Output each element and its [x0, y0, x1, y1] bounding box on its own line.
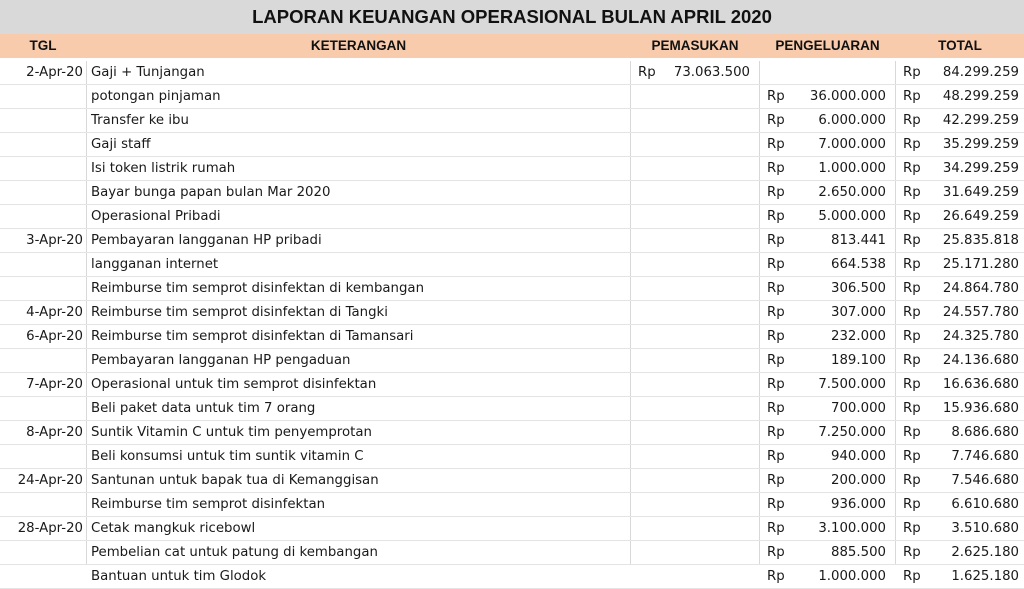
cell-total[interactable]: 8.686.680 [951, 425, 1019, 440]
header-pengeluaran[interactable]: PENGELUARAN [775, 38, 880, 53]
cell-total[interactable]: 1.625.180 [951, 569, 1019, 584]
cell-total[interactable]: 24.325.780 [942, 329, 1019, 344]
cell-pengeluaran[interactable]: 940.000 [831, 449, 886, 464]
cell-pengeluaran-currency[interactable]: Rp [767, 329, 785, 344]
cell-pengeluaran-currency[interactable]: Rp [767, 569, 785, 584]
table-row [0, 493, 1024, 517]
cell-date[interactable]: 24-Apr-20 [17, 473, 83, 488]
cell-total[interactable]: 7.546.680 [951, 473, 1019, 488]
cell-total-currency[interactable]: Rp [903, 401, 921, 416]
cell-date[interactable]: 28-Apr-20 [17, 521, 83, 536]
cell-pengeluaran[interactable]: 7.250.000 [818, 425, 886, 440]
cell-pengeluaran-currency[interactable]: Rp [767, 401, 785, 416]
cell-pengeluaran-currency[interactable]: Rp [767, 161, 785, 176]
cell-total[interactable]: 34.299.259 [942, 161, 1019, 176]
cell-pengeluaran[interactable]: 200.000 [831, 473, 886, 488]
cell-pengeluaran[interactable]: 664.538 [831, 257, 886, 272]
cell-total[interactable]: 2.625.180 [951, 545, 1019, 560]
cell-total-currency[interactable]: Rp [903, 473, 921, 488]
cell-keterangan[interactable]: Bayar bunga papan bulan Mar 2020 [91, 185, 331, 200]
cell-pengeluaran[interactable]: 7.000.000 [818, 137, 886, 152]
cell-total[interactable]: 6.610.680 [951, 497, 1019, 512]
cell-total[interactable]: 24.557.780 [942, 305, 1019, 320]
report-title[interactable]: LAPORAN KEUANGAN OPERASIONAL BULAN APRIL 2020 [0, 0, 1024, 34]
cell-pengeluaran-currency[interactable]: Rp [767, 305, 785, 320]
cell-keterangan[interactable]: Pembayaran langganan HP pengaduan [91, 353, 351, 368]
cell-total[interactable]: 7.746.680 [951, 449, 1019, 464]
cell-date[interactable]: 3-Apr-20 [26, 233, 83, 248]
cell-pemasukan-currency[interactable]: Rp [638, 65, 656, 80]
cell-pengeluaran-currency[interactable]: Rp [767, 257, 785, 272]
cell-total-currency[interactable]: Rp [903, 425, 921, 440]
cell-pengeluaran[interactable]: 1.000.000 [818, 569, 886, 584]
cell-keterangan[interactable]: potongan pinjaman [91, 89, 221, 104]
cell-pengeluaran-currency[interactable]: Rp [767, 233, 785, 248]
cell-total[interactable]: 25.835.818 [942, 233, 1019, 248]
cell-total[interactable]: 24.864.780 [942, 281, 1019, 296]
cell-pengeluaran[interactable]: 306.500 [831, 281, 886, 296]
cell-total-currency[interactable]: Rp [903, 65, 921, 80]
cell-keterangan[interactable]: langganan internet [91, 257, 219, 272]
cell-pengeluaran[interactable]: 5.000.000 [818, 209, 886, 224]
cell-keterangan[interactable]: Operasional Pribadi [91, 209, 221, 224]
table-row [0, 349, 1024, 373]
cell-total[interactable]: 15.936.680 [942, 401, 1019, 416]
cell-pengeluaran[interactable]: 189.100 [831, 353, 886, 368]
cell-date[interactable]: 8-Apr-20 [26, 425, 83, 440]
table-row [0, 61, 1024, 85]
cell-total[interactable]: 16.636.680 [942, 377, 1019, 392]
table-row [0, 85, 1024, 109]
cell-total[interactable]: 25.171.280 [942, 257, 1019, 272]
table-row [0, 229, 1024, 253]
cell-total-currency[interactable]: Rp [903, 137, 921, 152]
cell-pengeluaran[interactable]: 36.000.000 [809, 89, 886, 104]
cell-total-currency[interactable]: Rp [903, 305, 921, 320]
cell-pengeluaran[interactable]: 6.000.000 [818, 113, 886, 128]
cell-date[interactable]: 7-Apr-20 [26, 377, 83, 392]
cell-pengeluaran-currency[interactable]: Rp [767, 497, 785, 512]
cell-pengeluaran[interactable]: 936.000 [831, 497, 886, 512]
cell-keterangan[interactable]: Reimburse tim semprot disinfektan di Tamansari [91, 329, 414, 344]
cell-total-currency[interactable]: Rp [903, 89, 921, 104]
cell-date[interactable]: 6-Apr-20 [26, 329, 83, 344]
cell-keterangan[interactable]: Operasional untuk tim semprot disinfektan [91, 377, 377, 392]
table-row [0, 133, 1024, 157]
header-row [0, 34, 1024, 58]
cell-keterangan[interactable]: Beli konsumsi untuk tim suntik vitamin C [91, 449, 364, 464]
cell-total-currency[interactable]: Rp [903, 185, 921, 200]
cell-total-currency[interactable]: Rp [903, 209, 921, 224]
cell-keterangan[interactable]: Reimburse tim semprot disinfektan di Tangki [91, 305, 388, 320]
cell-total-currency[interactable]: Rp [903, 257, 921, 272]
cell-pengeluaran-currency[interactable]: Rp [767, 209, 785, 224]
cell-pengeluaran-currency[interactable]: Rp [767, 281, 785, 296]
cell-pengeluaran-currency[interactable]: Rp [767, 545, 785, 560]
table-row [0, 325, 1024, 349]
header-keterangan[interactable]: KETERANGAN [310, 38, 407, 53]
table-row [0, 181, 1024, 205]
cell-total-currency[interactable]: Rp [903, 521, 921, 536]
cell-total-currency[interactable]: Rp [903, 281, 921, 296]
cell-keterangan[interactable]: Pembayaran langganan HP pribadi [91, 233, 322, 248]
cell-pengeluaran[interactable]: 2.650.000 [818, 185, 886, 200]
cell-pengeluaran-currency[interactable]: Rp [767, 521, 785, 536]
cell-keterangan[interactable]: Gaji staff [91, 137, 151, 152]
cell-pengeluaran[interactable]: 3.100.000 [818, 521, 886, 536]
cell-date[interactable]: 2-Apr-20 [26, 65, 83, 80]
cell-keterangan[interactable]: Bantuan untuk tim Glodok [91, 569, 267, 584]
cell-keterangan[interactable]: Isi token listrik rumah [91, 161, 236, 176]
table-row [0, 277, 1024, 301]
cell-pengeluaran-currency[interactable]: Rp [767, 353, 785, 368]
header-total[interactable]: TOTAL [938, 38, 982, 53]
cell-total[interactable]: 42.299.259 [942, 113, 1019, 128]
cell-total[interactable]: 35.299.259 [942, 137, 1019, 152]
cell-keterangan[interactable]: Reimburse tim semprot disinfektan [91, 497, 326, 512]
cell-total-currency[interactable]: Rp [903, 233, 921, 248]
cell-pengeluaran[interactable]: 700.000 [831, 401, 886, 416]
cell-pengeluaran[interactable]: 7.500.000 [818, 377, 886, 392]
cell-total-currency[interactable]: Rp [903, 449, 921, 464]
cell-total[interactable]: 84.299.259 [942, 65, 1019, 80]
cell-keterangan[interactable]: Transfer ke ibu [91, 113, 189, 128]
cell-pemasukan[interactable]: 73.063.500 [673, 65, 750, 80]
cell-pengeluaran-currency[interactable]: Rp [767, 137, 785, 152]
cell-keterangan[interactable]: Suntik Vitamin C untuk tim penyemprotan [91, 425, 372, 440]
cell-pengeluaran[interactable]: 885.500 [831, 545, 886, 560]
cell-total[interactable]: 26.649.259 [942, 209, 1019, 224]
table-body [0, 61, 1024, 589]
header-pemasukan[interactable]: PEMASUKAN [651, 38, 739, 53]
cell-keterangan[interactable]: Gaji + Tunjangan [91, 65, 205, 80]
table-row [0, 445, 1024, 469]
cell-total-currency[interactable]: Rp [903, 329, 921, 344]
cell-pengeluaran-currency[interactable]: Rp [767, 473, 785, 488]
cell-keterangan[interactable]: Reimburse tim semprot disinfektan di kembangan [91, 281, 424, 296]
table-row [0, 205, 1024, 229]
cell-total-currency[interactable]: Rp [903, 497, 921, 512]
cell-total[interactable]: 3.510.680 [951, 521, 1019, 536]
cell-keterangan[interactable]: Pembelian cat untuk patung di kembangan [91, 545, 378, 560]
cell-total-currency[interactable]: Rp [903, 377, 921, 392]
cell-keterangan[interactable]: Santunan untuk bapak tua di Kemanggisan [91, 473, 379, 488]
cell-pengeluaran[interactable]: 307.000 [831, 305, 886, 320]
cell-keterangan[interactable]: Cetak mangkuk ricebowl [91, 521, 256, 536]
cell-pengeluaran[interactable]: 232.000 [831, 329, 886, 344]
table-row [0, 373, 1024, 397]
table-row [0, 565, 1024, 589]
table-row [0, 301, 1024, 325]
cell-keterangan[interactable]: Beli paket data untuk tim 7 orang [91, 401, 316, 416]
table-row [0, 421, 1024, 445]
cell-pengeluaran-currency[interactable]: Rp [767, 185, 785, 200]
cell-total-currency[interactable]: Rp [903, 353, 921, 368]
header-tgl[interactable]: TGL [29, 38, 57, 53]
table-row [0, 109, 1024, 133]
table-row [0, 541, 1024, 565]
cell-total[interactable]: 31.649.259 [942, 185, 1019, 200]
cell-total[interactable]: 48.299.259 [942, 89, 1019, 104]
table-row [0, 517, 1024, 541]
cell-total[interactable]: 24.136.680 [942, 353, 1019, 368]
cell-pengeluaran-currency[interactable]: Rp [767, 377, 785, 392]
table-row [0, 253, 1024, 277]
cell-pengeluaran-currency[interactable]: Rp [767, 425, 785, 440]
cell-pengeluaran-currency[interactable]: Rp [767, 449, 785, 464]
cell-pengeluaran[interactable]: 1.000.000 [818, 161, 886, 176]
cell-pengeluaran[interactable]: 813.441 [831, 233, 886, 248]
cell-pengeluaran-currency[interactable]: Rp [767, 89, 785, 104]
cell-total-currency[interactable]: Rp [903, 545, 921, 560]
table-row [0, 157, 1024, 181]
table-row [0, 397, 1024, 421]
cell-total-currency[interactable]: Rp [903, 161, 921, 176]
table-row [0, 469, 1024, 493]
cell-total-currency[interactable]: Rp [903, 113, 921, 128]
cell-pengeluaran-currency[interactable]: Rp [767, 113, 785, 128]
cell-total-currency[interactable]: Rp [903, 569, 921, 584]
cell-date[interactable]: 4-Apr-20 [26, 305, 83, 320]
